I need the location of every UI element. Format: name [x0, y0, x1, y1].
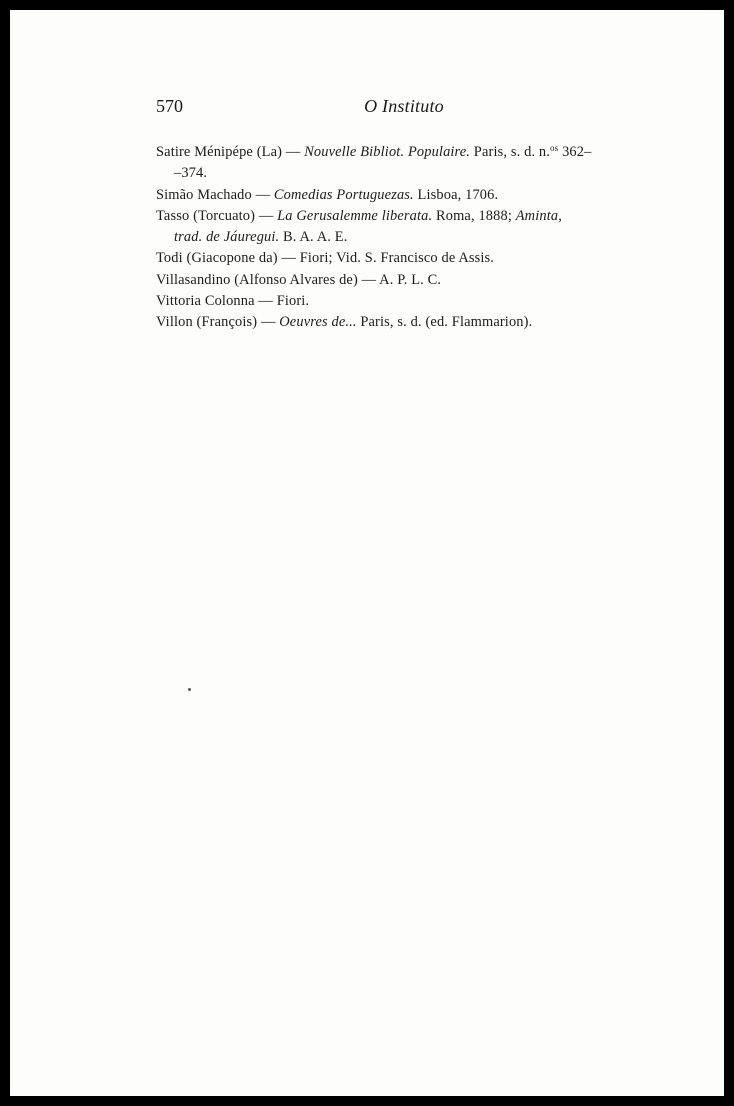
entry-title: Oeuvres de...: [279, 314, 357, 331]
entry-details: Paris, s. d. (ed. Flammarion).: [356, 314, 533, 331]
entry-author: Simão Machado: [156, 186, 252, 203]
book-page: [10, 10, 724, 1096]
entry-dash: —: [251, 186, 274, 203]
bibliography-entry: Todi (Giacopone da) — Fiori; Vid. S. Francisco de Assis.: [156, 250, 495, 267]
bibliography-entry: Vittoria Colonna — Fiori.: [156, 293, 310, 310]
entry-title: Aminta,: [515, 207, 562, 224]
entry-translator: trad. de Jáuregui.: [174, 229, 280, 246]
entry-author: Villon (François): [156, 314, 258, 331]
entry-title: Comedias Portuguezas.: [273, 186, 414, 203]
entry-details: Roma, 1888;: [432, 207, 516, 224]
bibliography-entry: [156, 206, 652, 249]
entry-title: La Gerusalemme liberata.: [277, 207, 433, 224]
page-number: 570: [156, 96, 183, 116]
entry-continuation: –374.: [174, 165, 208, 182]
entry-author: Satire Ménipépe (La): [156, 144, 283, 160]
paper-speck: [188, 688, 191, 691]
bibliography-entry: [156, 185, 652, 206]
bibliography-list: [156, 138, 652, 334]
entry-dash: —: [282, 144, 305, 160]
bibliography-entry: [156, 138, 652, 185]
entry-details: B. A. A. E.: [279, 229, 348, 246]
bibliography-entry: [156, 312, 652, 333]
entry-title: Nouvelle Bibliot. Populaire.: [304, 144, 471, 160]
entry-superscript: os: [550, 143, 559, 153]
bibliography-entry: Villasandino (Alfonso Alvares de) — A. P. L. C.: [156, 271, 442, 288]
running-title: O Instituto: [364, 96, 444, 116]
entry-details: Paris, s. d. n.: [470, 144, 551, 160]
entry-author: Tasso (Torcuato): [156, 207, 256, 224]
entry-details: 362–: [558, 144, 592, 160]
entry-dash: —: [255, 207, 278, 224]
entry-dash: —: [257, 314, 280, 331]
entry-details: Lisboa, 1706.: [413, 186, 499, 203]
running-head: [156, 96, 652, 120]
entry-continuation: [174, 227, 652, 248]
